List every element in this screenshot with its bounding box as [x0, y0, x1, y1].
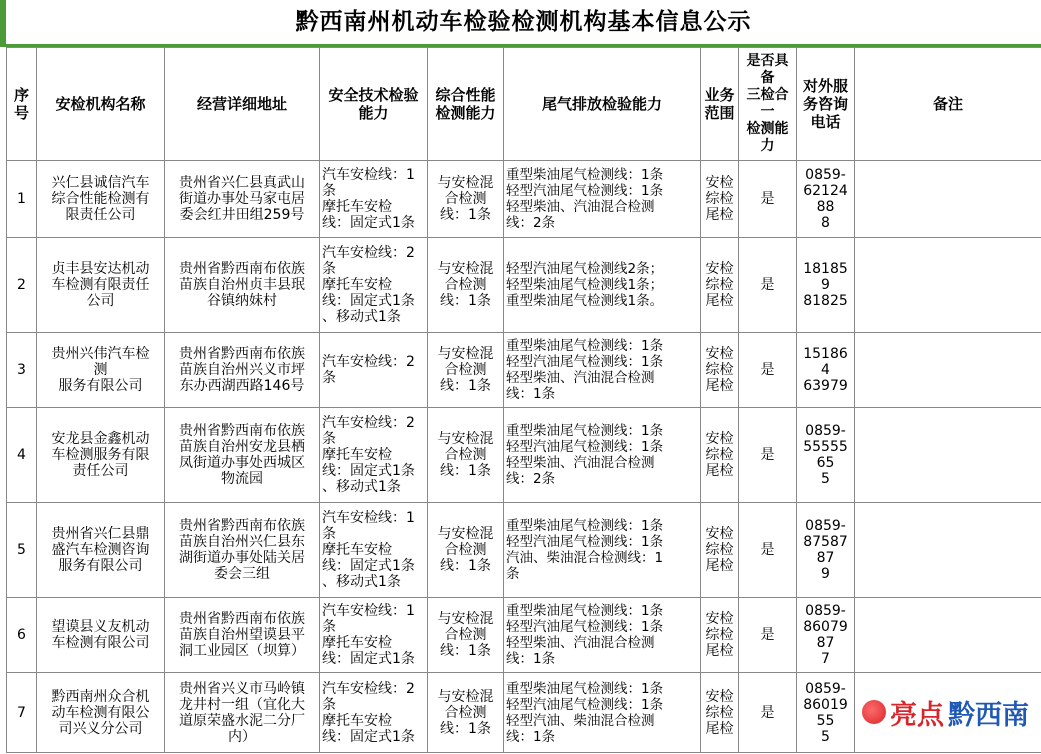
- cell-scope: 安检 综检 尾检: [701, 673, 739, 753]
- cell-scope: 安检 综检 尾检: [701, 408, 739, 503]
- cell-three-in-one: 是: [739, 161, 797, 238]
- cell-scope: 安检 综检 尾检: [701, 598, 739, 673]
- cell-comprehensive: 与安检混 合检测 线：1条: [428, 238, 504, 333]
- cell-seq: 7: [7, 673, 37, 753]
- watermark-logo: [862, 694, 1029, 730]
- cell-emission: 重型柴油尾气检测线：1条 轻型汽油尾气检测线：1条 轻型柴油、汽油混合检测 线：2条: [504, 161, 701, 238]
- cell-name: 兴仁县诚信汽车 综合性能检测有 限责任公司: [37, 161, 165, 238]
- cell-address: 贵州省黔西南布依族 苗族自治州兴仁县东 湖街道办事处陆关居 委会三组: [165, 503, 320, 598]
- cell-three-in-one: 是: [739, 238, 797, 333]
- header-note: 备注: [855, 48, 1041, 161]
- cell-comprehensive: 与安检混 合检测 线：1条: [428, 598, 504, 673]
- cell-name: 贵州兴伟汽车检 测 服务有限公司: [37, 333, 165, 408]
- table-header-row: [7, 48, 1041, 161]
- header-scope: 业务 范围: [701, 48, 739, 161]
- cell-scope: 安检 综检 尾检: [701, 333, 739, 408]
- header-emission: 尾气排放检验能力: [504, 48, 701, 161]
- cell-comprehensive: 与安检混 合检测 线：1条: [428, 503, 504, 598]
- cell-seq: 3: [7, 333, 37, 408]
- cell-comprehensive: 与安检混 合检测 线：1条: [428, 408, 504, 503]
- cell-safety: 汽车安检线：2 条 摩托车安检 线：固定式1条 、移动式1条: [320, 408, 428, 503]
- cell-note: [855, 598, 1041, 673]
- cell-address: 贵州省黔西南布依族 苗族自治州贞丰县珉 谷镇纳妹村: [165, 238, 320, 333]
- cell-three-in-one: 是: [739, 598, 797, 673]
- cell-seq: 6: [7, 598, 37, 673]
- cell-three-in-one: 是: [739, 673, 797, 753]
- header-seq: 序 号: [7, 48, 37, 161]
- watermark-logo-icon: [862, 700, 886, 724]
- header-address: 经营详细地址: [165, 48, 320, 161]
- cell-note: [855, 333, 1041, 408]
- table-row: [7, 503, 1041, 598]
- cell-safety: 汽车安检线：2 条 摩托车安检 线：固定式1条: [320, 673, 428, 753]
- cell-phone: 0859- 6212488 8: [797, 161, 855, 238]
- table-row: [7, 161, 1041, 238]
- cell-safety: 汽车安检线：1 条 摩托车安检 线：固定式1条: [320, 598, 428, 673]
- cell-emission: 重型柴油尾气检测线：1条 轻型汽油尾气检测线：1条 轻型柴油、汽油混合检测 线：2条: [504, 408, 701, 503]
- cell-phone: 0859- 8607987 7: [797, 598, 855, 673]
- cell-emission: 轻型汽油尾气检测线2条； 轻型柴油尾气检测线1条； 重型柴油尾气检测线1条。: [504, 238, 701, 333]
- cell-address: 贵州省黔西南布依族 苗族自治州望谟县平 洞工业园区（坝算）: [165, 598, 320, 673]
- cell-phone: 0859- 8758787 9: [797, 503, 855, 598]
- header-safety: 安全技术检验 能力: [320, 48, 428, 161]
- cell-emission: 重型柴油尾气检测线：1条 轻型汽油尾气检测线：1条 轻型汽油、柴油混合检测 线：1条: [504, 673, 701, 753]
- cell-note: [855, 161, 1041, 238]
- cell-name: 安龙县金鑫机动 车检测服务有限 责任公司: [37, 408, 165, 503]
- table-row: [7, 238, 1041, 333]
- cell-scope: 安检 综检 尾检: [701, 238, 739, 333]
- cell-emission: 重型柴油尾气检测线：1条 轻型汽油尾气检测线：1条 轻型柴油、汽油混合检测 线：1条: [504, 598, 701, 673]
- cell-safety: 汽车安检线：1 条 摩托车安检 线：固定式1条: [320, 161, 428, 238]
- cell-name: 贞丰县安达机动 车检测有限责任 公司: [37, 238, 165, 333]
- cell-address: 贵州省兴义市马岭镇 龙井村一组（宜化大 道原荣盛水泥二分厂 内）: [165, 673, 320, 753]
- cell-address: 贵州省兴仁县真武山 街道办事处马家屯居 委会红井田组259号: [165, 161, 320, 238]
- table-row: [7, 408, 1041, 503]
- page-title: 黔西南州机动车检验检测机构基本信息公示: [295, 8, 752, 35]
- header-three-in-one: 是否具 备 三检合 一 检测能 力: [739, 48, 797, 161]
- info-table: [6, 47, 1041, 753]
- cell-comprehensive: 与安检混 合检测 线：1条: [428, 333, 504, 408]
- title-bar: [0, 0, 1041, 47]
- cell-phone: 0859- 8601955 5: [797, 673, 855, 753]
- cell-three-in-one: 是: [739, 503, 797, 598]
- cell-three-in-one: 是: [739, 333, 797, 408]
- cell-scope: 安检 综检 尾检: [701, 503, 739, 598]
- cell-safety: 汽车安检线：2 条 摩托车安检 线：固定式1条 、移动式1条: [320, 238, 428, 333]
- cell-note: [855, 408, 1041, 503]
- cell-note: [855, 238, 1041, 333]
- cell-emission: 重型柴油尾气检测线：1条 轻型汽油尾气检测线：1条 轻型柴油、汽油混合检测 线：1条: [504, 333, 701, 408]
- cell-phone: 0859- 5555565 5: [797, 408, 855, 503]
- header-phone: 对外服 务咨询 电话: [797, 48, 855, 161]
- table-row: [7, 598, 1041, 673]
- cell-scope: 安检 综检 尾检: [701, 161, 739, 238]
- cell-address: 贵州省黔西南布依族 苗族自治州兴义市坪 东办西湖西路146号: [165, 333, 320, 408]
- cell-name: 黔西南州众合机 动车检测有限公 司兴义分公司: [37, 673, 165, 753]
- cell-comprehensive: 与安检混 合检测 线：1条: [428, 161, 504, 238]
- cell-comprehensive: 与安检混 合检测 线：1条: [428, 673, 504, 753]
- cell-note: [855, 503, 1041, 598]
- header-name: 安检机构名称: [37, 48, 165, 161]
- table-row: [7, 333, 1041, 408]
- cell-emission: 重型柴油尾气检测线：1条 轻型汽油尾气检测线：1条 汽油、柴油混合检测线：1 条: [504, 503, 701, 598]
- cell-address: 贵州省黔西南布依族 苗族自治州安龙县栖 凤街道办事处西城区 物流园: [165, 408, 320, 503]
- header-comprehensive: 综合性能 检测能力: [428, 48, 504, 161]
- cell-seq: 1: [7, 161, 37, 238]
- cell-phone: 181859 81825: [797, 238, 855, 333]
- cell-phone: 151864 63979: [797, 333, 855, 408]
- cell-seq: 4: [7, 408, 37, 503]
- watermark-blue-text: 黔西南: [948, 699, 1029, 731]
- watermark-red-text: 亮点: [890, 699, 944, 731]
- cell-safety: 汽车安检线：2 条: [320, 333, 428, 408]
- cell-safety: 汽车安检线：1 条 摩托车安检 线：固定式1条 、移动式1条: [320, 503, 428, 598]
- cell-seq: 5: [7, 503, 37, 598]
- cell-name: 贵州省兴仁县鼎 盛汽车检测咨询 服务有限公司: [37, 503, 165, 598]
- cell-seq: 2: [7, 238, 37, 333]
- cell-three-in-one: 是: [739, 408, 797, 503]
- cell-name: 望谟县义友机动 车检测有限公司: [37, 598, 165, 673]
